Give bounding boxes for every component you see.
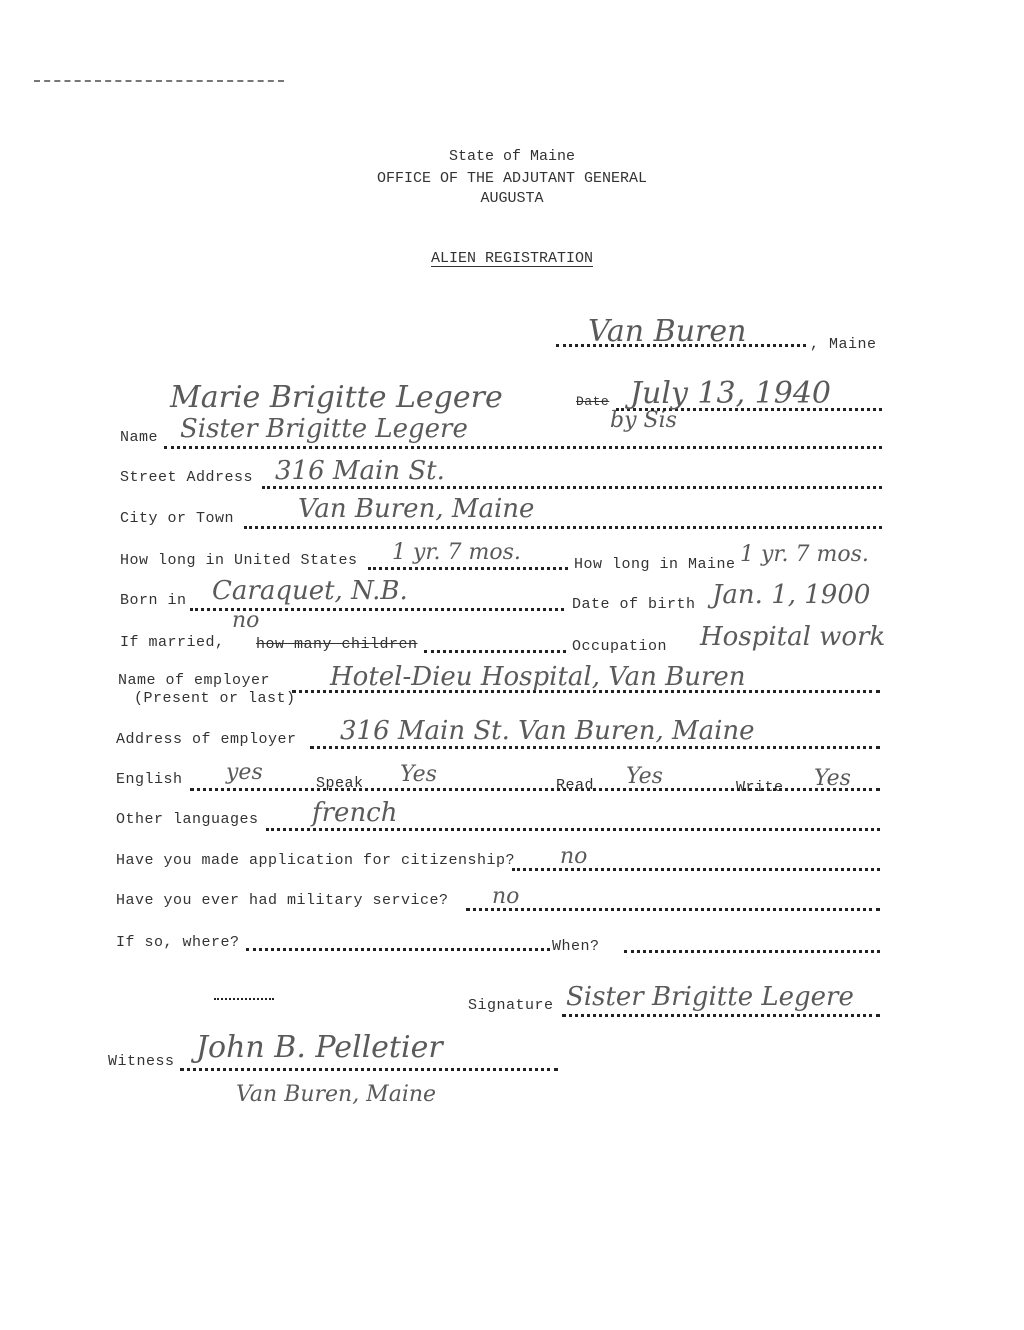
street-dotline — [262, 486, 882, 489]
header-state: State of Maine — [448, 148, 576, 165]
english-label: English — [116, 771, 183, 788]
employer-address-value: 316 Main St. Van Buren, Maine — [340, 716, 755, 746]
born-in-label: Born in — [120, 592, 187, 609]
place-state: , Maine — [810, 336, 877, 353]
name-value: Sister Brigitte Legere — [180, 414, 468, 444]
citizenship-value: no — [560, 844, 588, 869]
other-languages-label: Other languages — [116, 811, 259, 828]
where-dotline — [246, 948, 550, 951]
citizenship-label: Have you made application for citizenship? — [116, 852, 516, 869]
how-long-us-value: 1 yr. 7 mos. — [392, 540, 521, 565]
write-label: Write — [736, 779, 784, 796]
name-label: Name — [120, 429, 159, 446]
when-dotline — [624, 950, 880, 953]
form-title: ALIEN REGISTRATION — [430, 250, 594, 267]
when-label: When? — [552, 938, 600, 955]
date-value: July 13, 1940 — [630, 376, 832, 411]
handwritten-full-name: Marie Brigitte Legere — [170, 380, 503, 415]
married-dotline — [424, 650, 566, 653]
employer-label: Name of employer — [118, 672, 271, 689]
witness-label: Witness — [108, 1053, 175, 1070]
employer-sublabel: (Present or last) — [134, 690, 296, 707]
english-dotline — [190, 788, 880, 791]
occupation-value: Hospital work — [700, 622, 886, 652]
signature-label: Signature — [468, 997, 554, 1014]
place-town: Van Buren — [588, 314, 747, 349]
where-label: If so, where? — [116, 934, 240, 951]
signature-dotline — [562, 1014, 880, 1017]
english-value: yes — [226, 760, 263, 785]
employer-address-dotline — [310, 746, 880, 749]
married-value: no — [232, 608, 260, 633]
read-value: Yes — [626, 764, 663, 789]
other-languages-value: french — [312, 798, 398, 828]
witness-dotline — [180, 1068, 558, 1071]
speak-value: Yes — [400, 762, 437, 787]
military-dotline — [466, 908, 880, 911]
military-label: Have you ever had military service? — [116, 892, 449, 909]
witness-value: John B. Pelletier — [196, 1030, 443, 1065]
dob-value: Jan. 1, 1900 — [712, 580, 871, 610]
born-in-value: Caraquet, N.B. — [212, 576, 408, 606]
witness-address: Van Buren, Maine — [236, 1082, 437, 1107]
signature-value: Sister Brigitte Legere — [566, 982, 854, 1012]
city-label: City or Town — [120, 510, 235, 527]
how-long-us-label: How long in United States — [120, 552, 358, 569]
how-long-maine-label: How long in Maine — [574, 556, 736, 573]
city-value: Van Buren, Maine — [298, 494, 535, 524]
how-long-us-dotline — [368, 567, 568, 570]
name-dotline — [164, 446, 882, 449]
stray-dots — [214, 998, 274, 1000]
city-dotline — [244, 526, 882, 529]
header-office: OFFICE OF THE ADJUTANT GENERAL — [376, 170, 648, 187]
read-label: Read — [556, 777, 595, 794]
other-languages-dotline — [266, 828, 880, 831]
married-label: If married, — [120, 634, 225, 651]
street-value: 316 Main St. — [275, 456, 445, 486]
married-struck-text: how many children — [256, 636, 418, 653]
military-value: no — [492, 884, 520, 909]
speak-label: Speak — [316, 775, 364, 792]
header-city: AUGUSTA — [480, 190, 544, 207]
date-by-note: by Sis — [610, 408, 677, 433]
write-value: Yes — [814, 766, 851, 791]
scan-mark — [34, 80, 284, 82]
employer-value: Hotel-Dieu Hospital, Van Buren — [330, 662, 746, 692]
dob-label: Date of birth — [572, 596, 696, 613]
occupation-label: Occupation — [572, 638, 668, 655]
how-long-maine-value: 1 yr. 7 mos. — [740, 542, 869, 567]
street-label: Street Address — [120, 469, 254, 486]
employer-address-label: Address of employer — [116, 731, 297, 748]
date-label: Date — [576, 394, 610, 409]
